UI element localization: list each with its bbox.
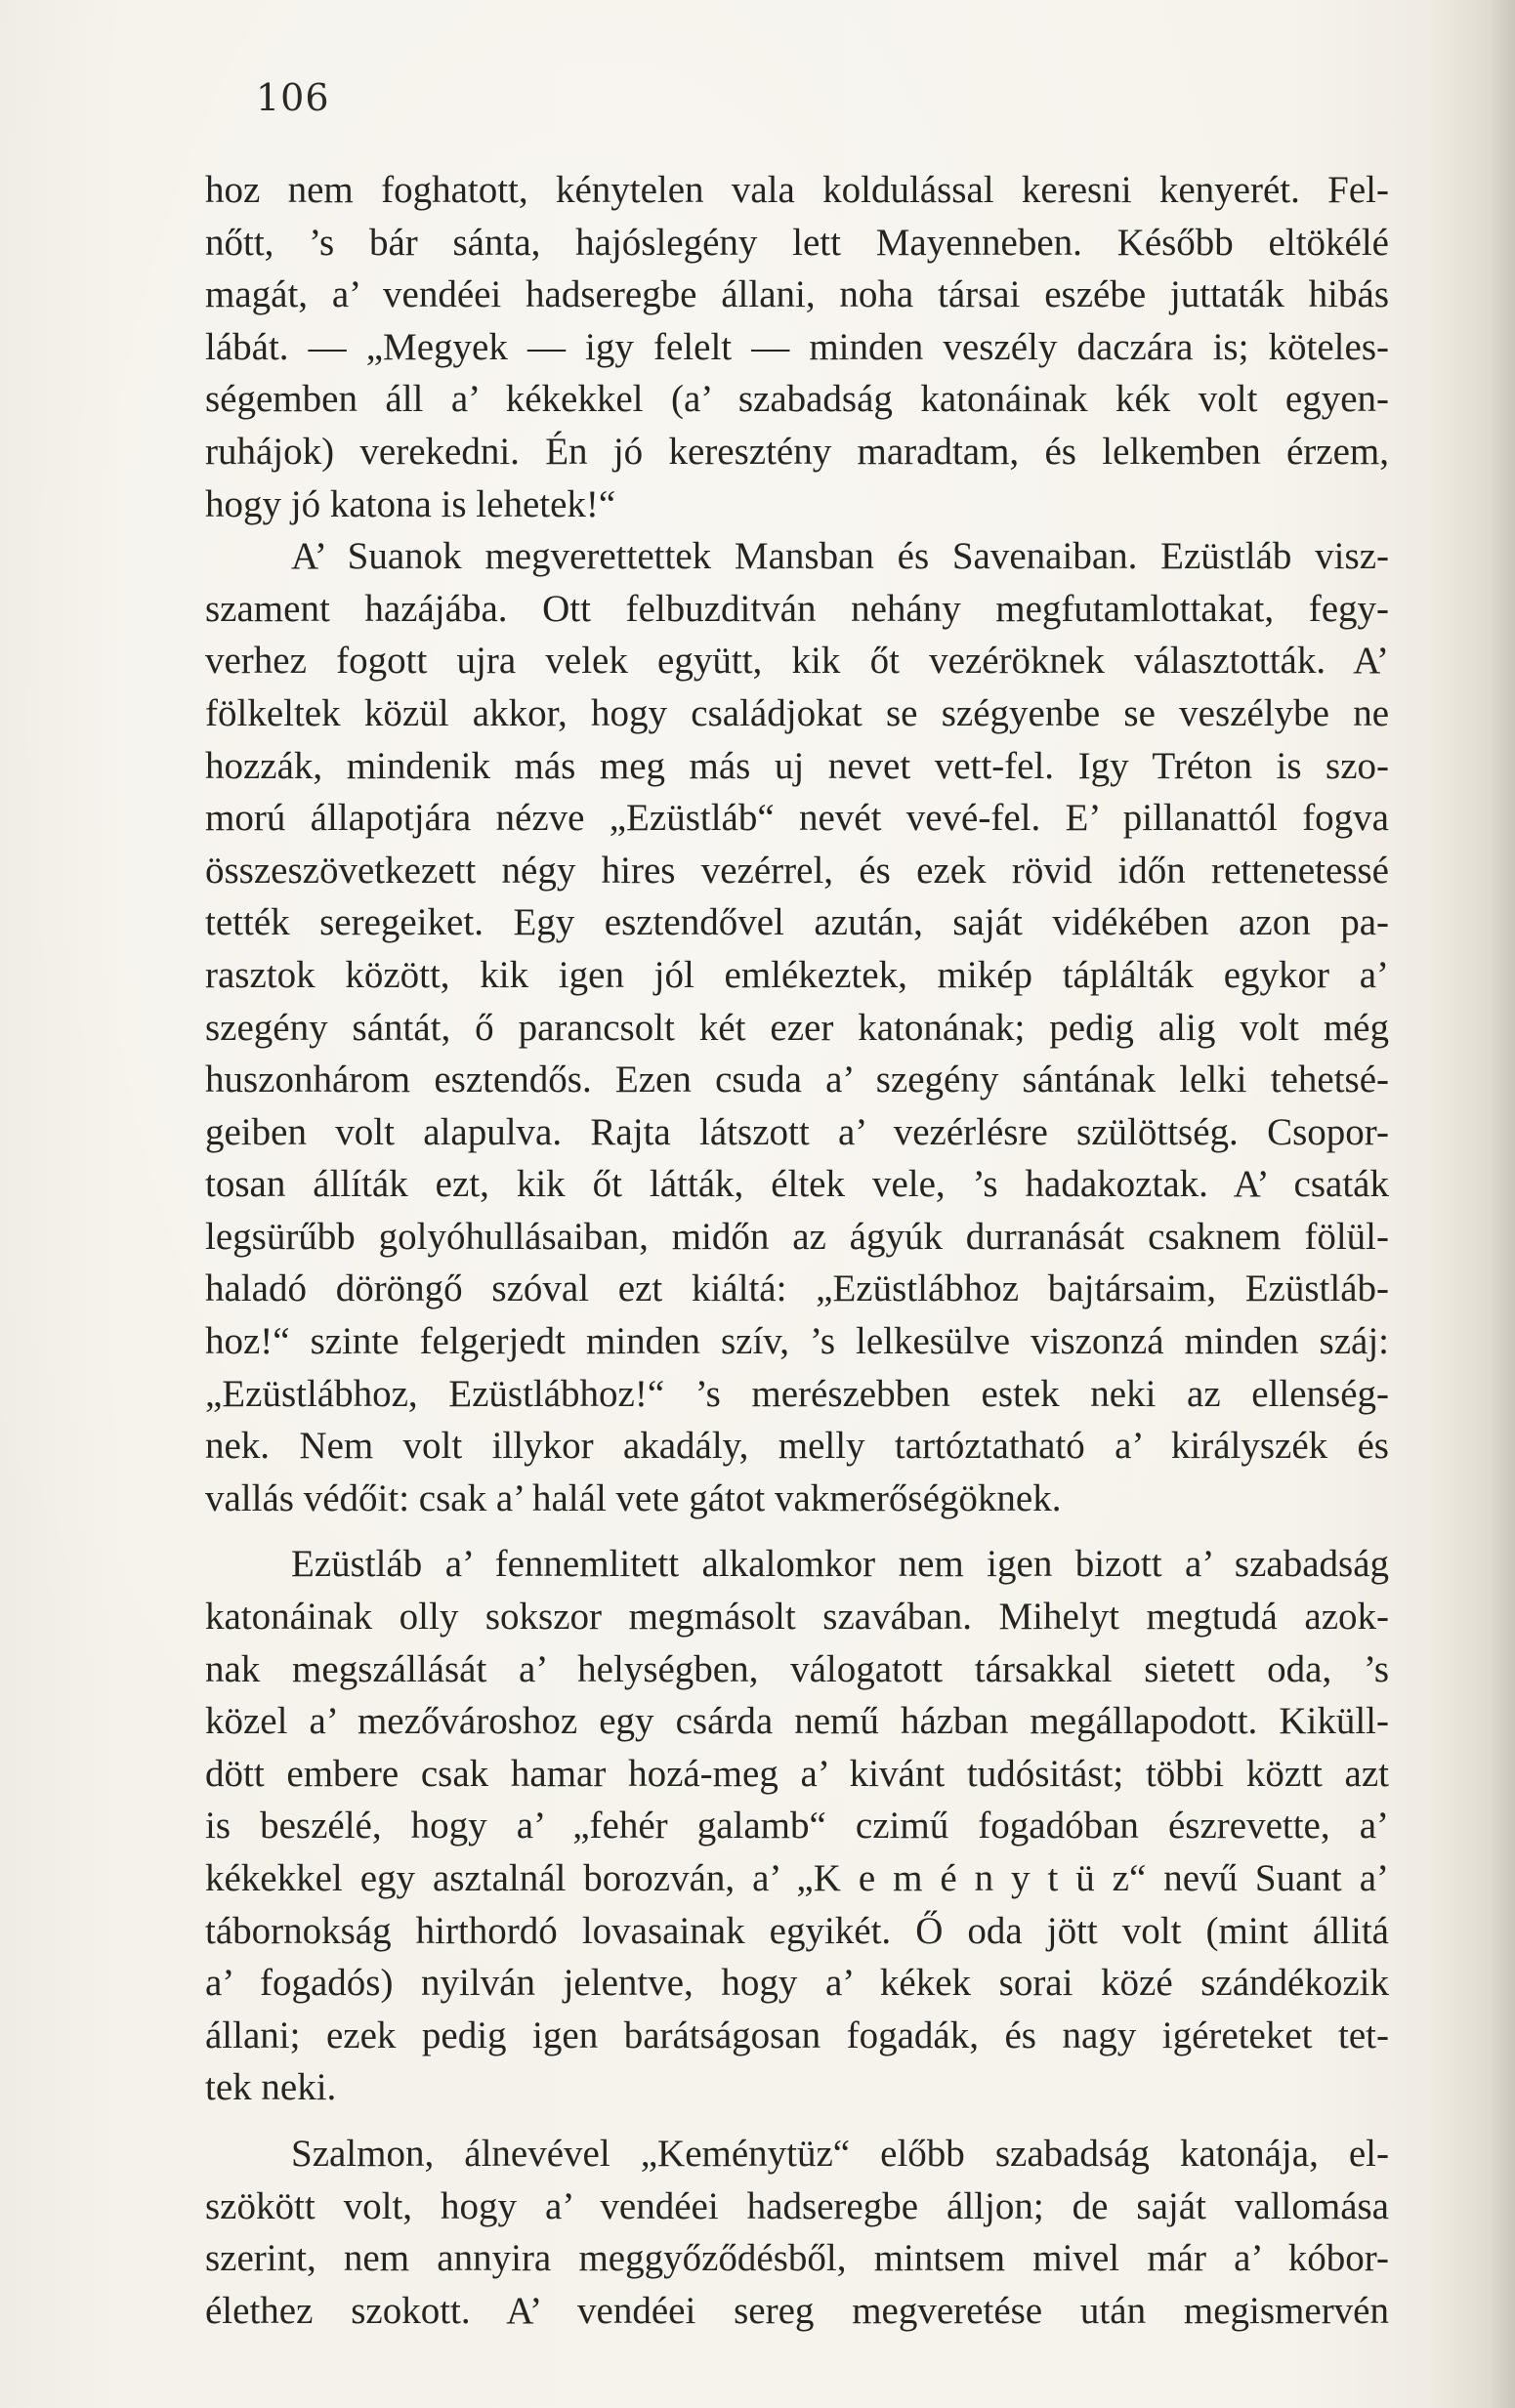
text-line: lábát. — „Megyek — igy felelt — minden veszély daczára is; köteles-: [205, 325, 1389, 368]
text-line: katonáinak olly sokszor megmásolt szavában. Mihelyt megtudá azok-: [205, 1596, 1389, 1639]
paragraph-4: [205, 2128, 1389, 2337]
text-line: magát, a’ vendéei hadseregbe állani, noha társai eszébe juttaták hibás: [205, 273, 1389, 316]
text-line: vallás védőit: csak a’ halál vete gátot vakmerőségöknek.: [205, 1476, 1062, 1519]
text-line: geiben volt alapulva. Rajta látszott a’ vezérlésre szülöttség. Csopor-: [205, 1110, 1389, 1153]
text-line: Ezüstláb a’ fennemlitett alkalomkor nem igen bizott a’ szabadság: [291, 1543, 1389, 1586]
text-line: szament hazájába. Ott felbuzditván nehány megfutamlottakat, fegy-: [205, 587, 1389, 630]
text-line: szegény sántát, ő parancsolt két ezer katonának; pedig alig volt még: [205, 1006, 1389, 1049]
text-line: legsürűbb golyóhullásaiban, midőn az ágyúk durranását csaknem fölül-: [205, 1215, 1389, 1258]
text-line: is beszélé, hogy a’ „fehér galamb“ czimű fogadóban észrevette, a’: [205, 1805, 1389, 1848]
page-number: 106: [256, 76, 330, 119]
text-line: hogy jó katona is lehetek!“: [205, 482, 616, 525]
text-line: állani; ezek pedig igen barátságosan fogadák, és nagy igéreteket tet-: [205, 2014, 1389, 2056]
text-line: nak megszállását a’ helységben, válogatott társakkal sietett oda, ’s: [205, 1647, 1389, 1690]
text-line: szerint, nem annyira meggyőződésből, mintsem mivel már a’ kóbor-: [205, 2237, 1389, 2280]
text-line: élethez szokott. A’ vendéei sereg megveretése után megismervén: [205, 2289, 1389, 2332]
text-line: dött embere csak hamar hozá-meg a’ kivánt tudósitást; többi köztt azt: [205, 1752, 1389, 1795]
text-line: tek neki.: [205, 2066, 337, 2109]
text-line: haladó döröngő szóval ezt kiáltá: „Ezüstlábhoz bajtársaim, Ezüstláb-: [205, 1267, 1389, 1310]
text-line: ruhájok) verekedni. Én jó keresztény maradtam, és lelkemben érzem,: [205, 430, 1389, 473]
text-line: összeszövetkezett négy hires vezérrel, és ezek rövid időn rettenetessé: [205, 849, 1389, 892]
text-line: szökött volt, hogy a’ vendéei hadseregbe álljon; de saját vallomása: [205, 2184, 1389, 2227]
body-text: [205, 164, 1389, 2337]
paragraph-3: [205, 1538, 1389, 2114]
text-line: kékekkel egy asztalnál borozván, a’ „K e m é n y t ü z“ nevű Suant a’: [205, 1857, 1389, 1899]
text-line: Szalmon, álnevével „Keménytüz“ előbb szabadság katonája, el-: [291, 2132, 1389, 2175]
text-line: „Ezüstlábhoz, Ezüstlábhoz!“ ’s merészebben estek neki az ellenség-: [205, 1372, 1389, 1415]
text-line: nőtt, ’s bár sánta, hajóslegény lett Mayenneben. Később eltökélé: [205, 221, 1389, 264]
text-line: huszonhárom esztendős. Ezen csuda a’ szegény sántának lelki tehetsé-: [205, 1059, 1389, 1101]
text-line: közel a’ mezővároshoz egy csárda nemű házban megállapodott. Kiküll-: [205, 1700, 1389, 1743]
text-line: tosan állíták ezt, kik őt látták, éltek vele, ’s hadakoztak. A’ csaták: [205, 1163, 1389, 1206]
text-line: ségemben áll a’ kékekkel (a’ szabadság katonáinak kék volt egyen-: [205, 378, 1389, 421]
text-line: tábornokság hirthordó lovasainak egyikét. Ő oda jött volt (mint állitá: [205, 1909, 1389, 1952]
page-edge-shadow: [1427, 0, 1515, 2408]
text-line: hoz nem foghatott, kénytelen vala koldulással keresni kenyerét. Fel-: [205, 169, 1389, 211]
paragraph-1: [205, 164, 1389, 530]
text-line: hozzák, mindenik más meg más uj nevet vett-fel. Igy Tréton is szo-: [205, 744, 1389, 787]
text-line: a’ fogadós) nyilván jelentve, hogy a’ kékek sorai közé szándékozik: [205, 1962, 1389, 2005]
text-line: rasztok között, kik igen jól emlékeztek, mikép táplálták egykor a’: [205, 953, 1389, 996]
text-line: fölkeltek közül akkor, hogy családjokat se szégyenbe se veszélybe ne: [205, 691, 1389, 734]
text-line: A’ Suanok megverettettek Mansban és Savenaiban. Ezüstláb visz-: [291, 535, 1389, 578]
text-line: tették seregeiket. Egy esztendővel azután, saját vidékében azon pa-: [205, 901, 1389, 944]
text-line: nek. Nem volt illykor akadály, melly tartóztatható a’ királyszék és: [205, 1425, 1389, 1468]
paragraph-2: [205, 530, 1389, 1524]
text-line: morú állapotjára nézve „Ezüstláb“ nevét vevé-fel. E’ pillanattól fogva: [205, 797, 1389, 840]
text-line: verhez fogott ujra velek együtt, kik őt vezéröknek választották. A’: [205, 640, 1389, 683]
text-line: hoz!“ szinte felgerjedt minden szív, ’s lelkesülve viszonzá minden száj:: [205, 1320, 1389, 1363]
